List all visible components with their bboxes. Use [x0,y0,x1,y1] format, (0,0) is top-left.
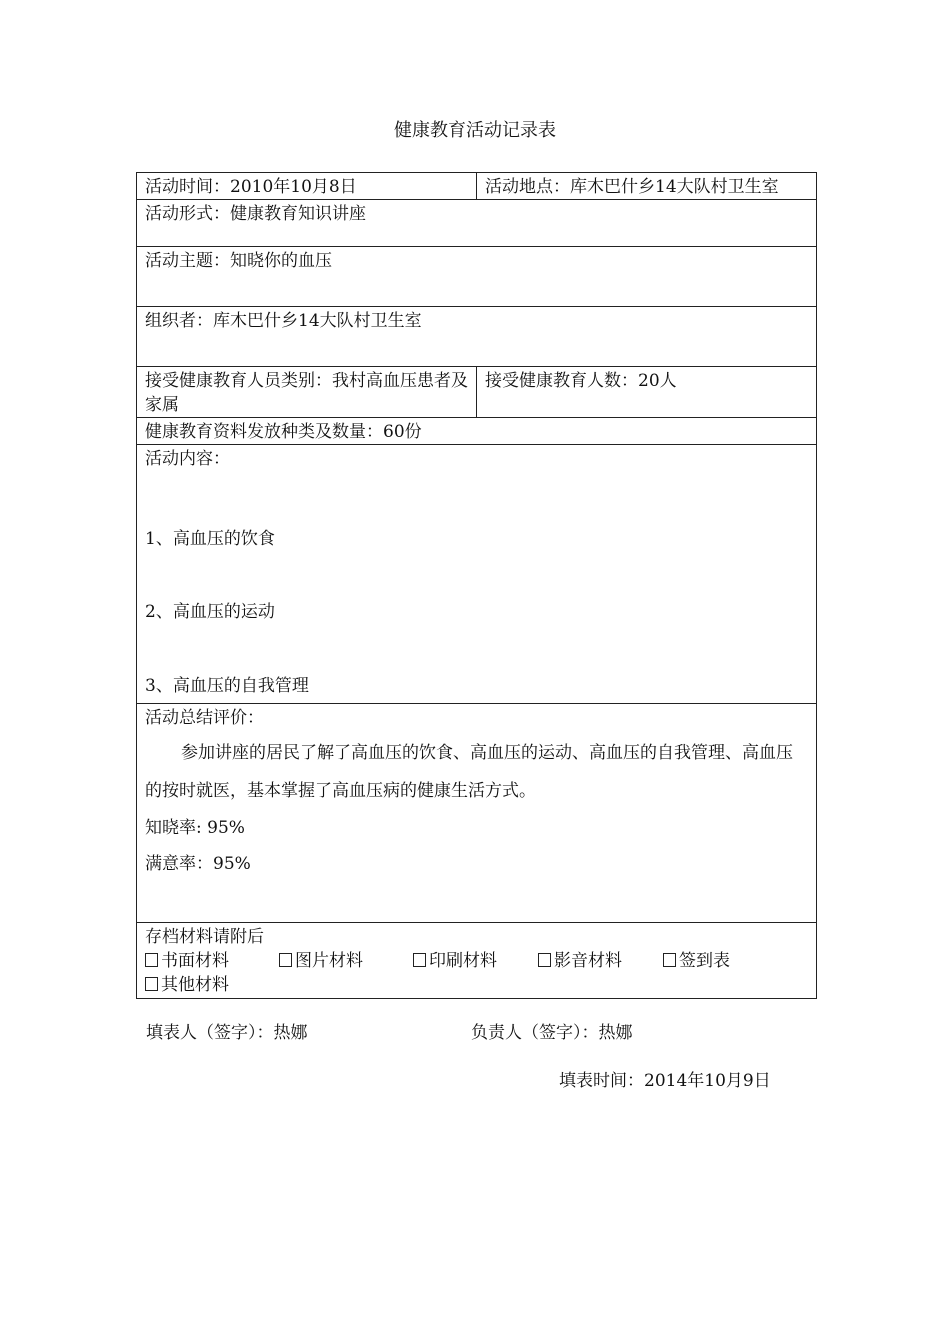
summary-label: 活动总结评价： [145,708,264,728]
archive-option[interactable]: 签到表 [663,949,730,973]
filler-signature: 填表人（签字）：热娜 [146,1023,308,1043]
table-row [137,923,817,999]
checkbox-icon[interactable] [145,977,158,991]
activity-theme-cell: 活动主题：知晓你的血压 [137,247,817,307]
checkbox-icon[interactable] [279,953,292,967]
table-row [137,418,817,445]
checkbox-icon[interactable] [145,953,158,967]
table-row [137,704,817,923]
materials-cell: 健康教育资料发放种类及数量：60份 [137,418,817,445]
archive-option[interactable]: 图片材料 [279,949,413,973]
table-row [137,173,817,200]
content-item: 3、高血压的自我管理 [145,676,309,696]
activity-form-cell: 活动形式：健康教育知识讲座 [137,200,817,247]
archive-option[interactable]: 印刷材料 [413,949,538,973]
archive-options [145,949,808,973]
table-row [137,200,817,247]
table-row [137,247,817,307]
archive-option[interactable]: 书面材料 [145,949,279,973]
audience-count-cell: 接受健康教育人数：20人 [477,367,817,418]
activity-place-cell: 活动地点：库木巴什乡14大队村卫生室 [477,173,817,200]
archive-option[interactable]: 影音材料 [538,949,663,973]
activity-record-table [136,172,817,999]
archive-label: 存档材料请附后 [145,927,264,947]
archive-option[interactable]: 其他材料 [145,973,229,997]
checkbox-icon[interactable] [413,953,426,967]
fill-date: 填表时间：2014年10月9日 [559,1071,771,1091]
summary-cell [137,704,817,923]
content-item: 2、高血压的运动 [145,602,275,622]
audience-category-cell: 接受健康教育人员类别：我村高血压患者及家属 [137,367,477,418]
document-title: 健康教育活动记录表 [394,120,556,141]
checkbox-icon[interactable] [663,953,676,967]
awareness-rate: 知晓率: 95% [145,818,245,838]
table-row [137,307,817,367]
checkbox-icon[interactable] [538,953,551,967]
table-row [137,367,817,418]
satisfaction-rate: 满意率：95% [145,854,251,874]
archive-options [145,973,808,997]
archive-cell [137,923,817,999]
activity-time-cell: 活动时间：2010年10月8日 [137,173,477,200]
summary-paragraph: 参加讲座的居民了解了高血压的饮食、高血压的运动、高血压的自我管理、高血压的按时就医，基本掌握了高血压病的健康生活方式。 [145,743,793,801]
responsible-signature: 负责人（签字）：热娜 [471,1023,633,1043]
activity-content-cell [137,445,817,704]
content-item: 1、高血压的饮食 [145,529,275,549]
table-row [137,445,817,704]
content-label: 活动内容： [145,449,230,469]
organizer-cell: 组织者：库木巴什乡14大队村卫生室 [137,307,817,367]
